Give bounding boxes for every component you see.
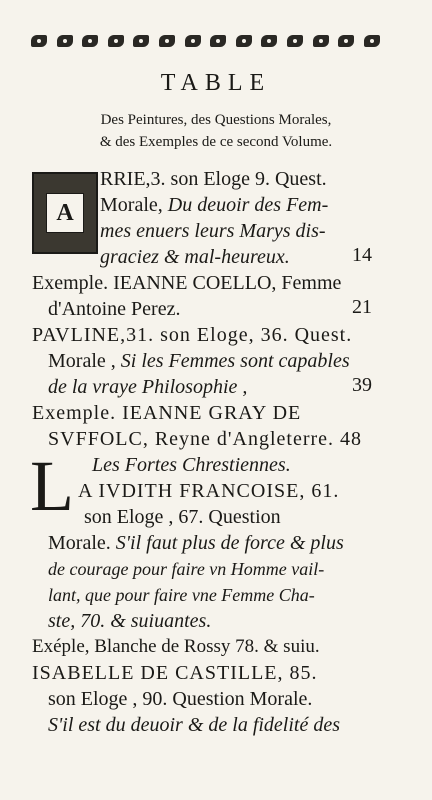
large-initial: L [30, 446, 74, 526]
fleuron-icon [258, 33, 280, 49]
fleuron-icon [207, 33, 229, 49]
entry-text-italic: Si les Femmes sont capables [120, 350, 350, 372]
entry-pauline-line-3: de la vraye Philosophie , [48, 376, 248, 398]
initial-letter: A [46, 193, 84, 233]
entry-text-italic: S'il faut plus de force & plus [115, 532, 344, 554]
page-number: 14 [352, 244, 372, 266]
entry-judith-line-2: son Eloge , 67. Question [84, 506, 281, 528]
decorated-initial [32, 172, 98, 254]
entry-pauline-line-1: PAVLINE,31. son Eloge, 36. Quest. [32, 324, 353, 346]
fleuron-icon [130, 33, 152, 49]
entry-arrie-line-1: RRIE,3. son Eloge 9. Quest. [100, 168, 327, 190]
entry-arrie-line-4: graciez & mal-heureux. [100, 246, 290, 268]
subtitle-line-1: Des Peintures, des Questions Morales, [100, 112, 332, 128]
fleuron-icon [54, 33, 76, 49]
entry-pauline-line-2 [48, 348, 350, 374]
entry-judith-line-3 [48, 530, 344, 556]
entry-isabelle-line-1: ISABELLE DE CASTILLE, 85. [32, 662, 318, 684]
entry-text: Morale, [100, 194, 168, 216]
entry-pauline-line-4: Exemple. IEANNE GRAY DE [32, 402, 302, 424]
fleuron-icon [156, 33, 178, 49]
entry-text-italic: Du deuoir des Fem- [167, 194, 329, 216]
entry-arrie-line-6: d'Antoine Perez. [48, 298, 181, 320]
entry-arrie-line-2 [100, 192, 328, 218]
entry-isabelle-line-3: S'il est du deuoir & de la fidelité des [48, 714, 341, 736]
entry-pauline-line-5: SVFFOLC, Reyne d'Angleterre. 48 [48, 428, 363, 450]
fleuron-icon [310, 33, 332, 49]
entry-text: Morale. [48, 532, 116, 554]
entry-judith-line-1: A IVDITH FRANCOISE, 61. [78, 480, 340, 502]
fleuron-icon [105, 33, 127, 49]
decorative-ornament-band [28, 30, 383, 52]
entry-isabelle-line-2: son Eloge , 90. Question Morale. [48, 688, 313, 710]
fleuron-icon [361, 33, 383, 49]
entry-text: Morale , [48, 350, 121, 372]
page-number: 21 [352, 296, 372, 318]
entry-judith-line-6: ste, 70. & suiuantes. [48, 610, 212, 632]
fleuron-icon [182, 33, 204, 49]
entry-judith-line-7: Exéple, Blanche de Rossy 78. & suiu. [32, 636, 320, 657]
fleuron-icon [335, 33, 357, 49]
section-heading: Les Fortes Chrestiennes. [92, 454, 291, 476]
fleuron-icon [79, 33, 101, 49]
fleuron-icon [233, 33, 255, 49]
fleuron-icon [28, 33, 50, 49]
subtitle-line-2: & des Exemples de ce second Volume. [99, 134, 333, 150]
page-title: TABLE [160, 70, 272, 96]
page-number: 39 [352, 374, 372, 396]
entry-judith-line-5: lant, que pour faire vne Femme Cha- [48, 585, 315, 605]
entry-judith-line-4: de courage pour faire vn Homme vail- [48, 559, 325, 579]
fleuron-icon [284, 33, 306, 49]
entry-arrie-line-3: mes enuers leurs Marys dis- [100, 220, 326, 242]
entry-arrie-line-5: Exemple. IEANNE COELLO, Femme [32, 272, 342, 294]
